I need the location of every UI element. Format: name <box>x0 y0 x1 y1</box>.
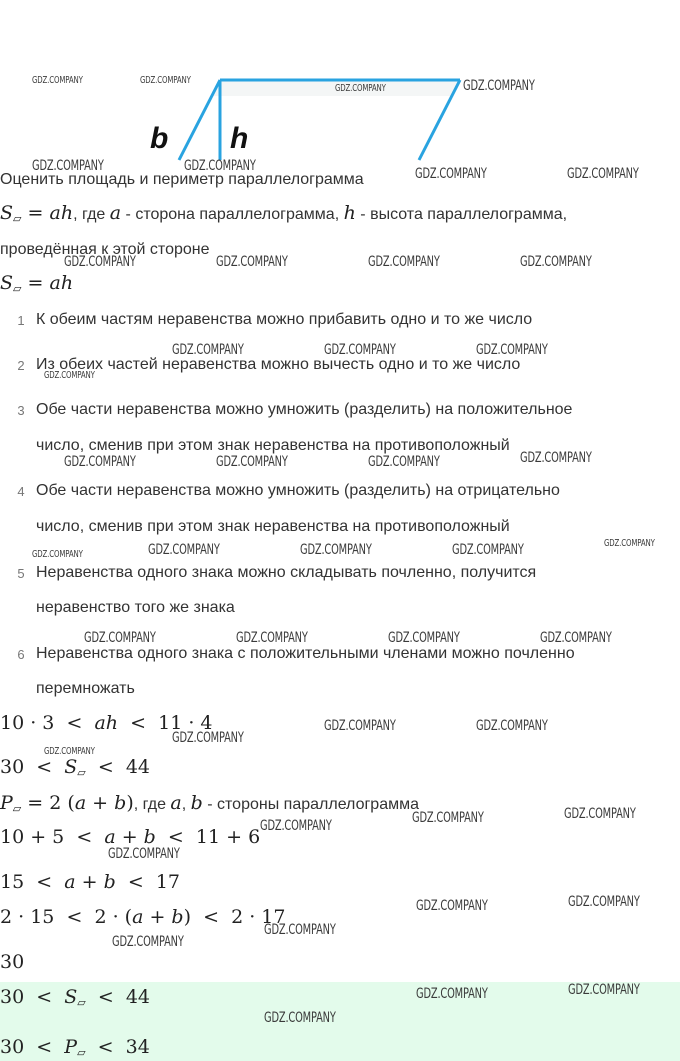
area-ineq-2: $30 < S_▱ < 44$ <box>0 756 151 779</box>
perimeter-formula-line: $P_▱ = 2$ (a + b), где a, b - стороны параллелограмма <box>0 792 419 815</box>
rule-text: Из обеих частей неравенства можно вычесть одно и то же число <box>36 356 521 373</box>
watermark-text: GDZ.COMPANY <box>32 158 104 174</box>
per-desc-suffix: - стороны параллелограмма <box>202 796 419 813</box>
watermark-text: GDZ.COMPANY <box>476 342 548 358</box>
rule-number: 2 <box>17 358 25 373</box>
task-line3: проведённая к этой стороне <box>0 241 210 258</box>
watermark-text: GDZ.COMPANY <box>416 898 488 914</box>
var-b: b <box>190 792 203 814</box>
task-title: Оценить площадь и периметр параллелограмма <box>0 171 364 188</box>
watermark-text: GDZ.COMPANY <box>300 542 372 558</box>
watermark-text: GDZ.COMPANY <box>264 922 336 938</box>
watermark-text: GDZ.COMPANY <box>84 630 156 646</box>
rule-text: К обеим частям неравенства можно прибавить одно и то же число <box>36 311 533 328</box>
watermark-text: GDZ.COMPANY <box>540 630 612 646</box>
watermark-text: GDZ.COMPANY <box>388 630 460 646</box>
area-desc-mid: - сторона параллелограмма, <box>121 206 344 223</box>
rule-text: Неравенства одного знака с положительными членами можно почленно <box>36 645 575 662</box>
watermark-text: GDZ.COMPANY <box>148 542 220 558</box>
rule-text: перемножать <box>36 680 135 697</box>
area-formula: $S_▱$ = ah <box>0 272 74 295</box>
watermark-text: GDZ.COMPANY <box>463 78 535 94</box>
watermark-text: GDZ.COMPANY <box>172 730 244 746</box>
watermark-text: GDZ.COMPANY <box>44 746 95 757</box>
watermark-text: GDZ.COMPANY <box>452 542 524 558</box>
watermark-text: GDZ.COMPANY <box>416 986 488 1002</box>
per-ineq-3: 2 · 15 < 2 · (a + b) < 2 · 17 <box>0 906 286 928</box>
watermark-text: GDZ.COMPANY <box>260 818 332 834</box>
watermark-text: GDZ.COMPANY <box>236 630 308 646</box>
watermark-text: GDZ.COMPANY <box>32 549 83 560</box>
watermark-text: GDZ.COMPANY <box>108 846 180 862</box>
watermark-text: GDZ.COMPANY <box>412 810 484 826</box>
watermark-text: GDZ.COMPANY <box>324 718 396 734</box>
label-b: b <box>150 122 169 155</box>
watermark-text: GDZ.COMPANY <box>32 75 83 86</box>
rule-number: 1 <box>17 313 25 328</box>
rule-text: число, сменив при этом знак неравенства на противоположный <box>36 518 510 535</box>
area-desc-end: - высота параллелограмма, <box>355 206 568 223</box>
per-desc-sep: , <box>181 796 191 813</box>
answer-perimeter: $30 < P_▱ < 34$ <box>0 1036 150 1059</box>
area-desc-prefix: , где <box>73 206 106 223</box>
watermark-text: GDZ.COMPANY <box>184 158 256 174</box>
watermark-text: GDZ.COMPANY <box>568 894 640 910</box>
answer-area: $30 < S_▱ < 44$ <box>0 986 151 1009</box>
rule-number: 6 <box>17 647 25 662</box>
watermark-text: GDZ.COMPANY <box>324 342 396 358</box>
watermark-text: GDZ.COMPANY <box>368 454 440 470</box>
rule-number: 3 <box>17 403 25 418</box>
rule-text: Обе части неравенства можно умножить (разделить) на отрицательно <box>36 482 560 499</box>
watermark-text: GDZ.COMPANY <box>415 166 487 182</box>
rule-text: Обе части неравенства можно умножить (разделить) на положительное <box>36 401 573 418</box>
watermark-text: GDZ.COMPANY <box>520 450 592 466</box>
watermark-text: GDZ.COMPANY <box>64 454 136 470</box>
watermark-text: GDZ.COMPANY <box>368 254 440 270</box>
watermark-text: GDZ.COMPANY <box>140 75 191 86</box>
per-ineq-1: 10 + 5 < a + b < 11 + 6 <box>0 826 261 848</box>
watermark-text: GDZ.COMPANY <box>112 934 184 950</box>
watermark-text: GDZ.COMPANY <box>64 254 136 270</box>
parallelogram-left-side <box>179 80 220 160</box>
watermark-text: GDZ.COMPANY <box>264 1010 336 1026</box>
watermark-text: GDZ.COMPANY <box>604 538 655 549</box>
watermark-text: GDZ.COMPANY <box>335 83 386 94</box>
per-ineq-4: 30 <box>0 951 25 973</box>
area-ineq-1: 10 · 3 < ah < 11 · 4 <box>0 712 213 734</box>
watermark-text: GDZ.COMPANY <box>172 342 244 358</box>
var-a: a <box>109 202 122 224</box>
var-h: h <box>343 202 356 224</box>
per-ineq-2: 15 < a + b < 17 <box>0 871 181 893</box>
watermark-text: GDZ.COMPANY <box>568 982 640 998</box>
var-a2: a <box>170 792 182 814</box>
per-desc-prefix: , где <box>133 796 171 813</box>
watermark-text: GDZ.COMPANY <box>476 718 548 734</box>
watermark-text: GDZ.COMPANY <box>567 166 639 182</box>
rule-text: число, сменив при этом знак неравенства на противоположный <box>36 437 510 454</box>
rule-text: неравенство того же знака <box>36 599 235 616</box>
rule-text: Неравенства одного знака можно складывать почленно, получится <box>36 564 537 581</box>
watermark-text: GDZ.COMPANY <box>520 254 592 270</box>
watermark-text: GDZ.COMPANY <box>216 254 288 270</box>
watermark-text: GDZ.COMPANY <box>564 806 636 822</box>
watermark-text: GDZ.COMPANY <box>216 454 288 470</box>
rule-number: 5 <box>17 566 25 581</box>
watermark-text: GDZ.COMPANY <box>44 370 95 381</box>
label-h: h <box>230 122 249 155</box>
rule-number: 4 <box>17 484 25 499</box>
area-formula-line: $S_▱$ = ah, где a - сторона параллелограмма, h - высота параллелограмма, <box>0 202 568 225</box>
